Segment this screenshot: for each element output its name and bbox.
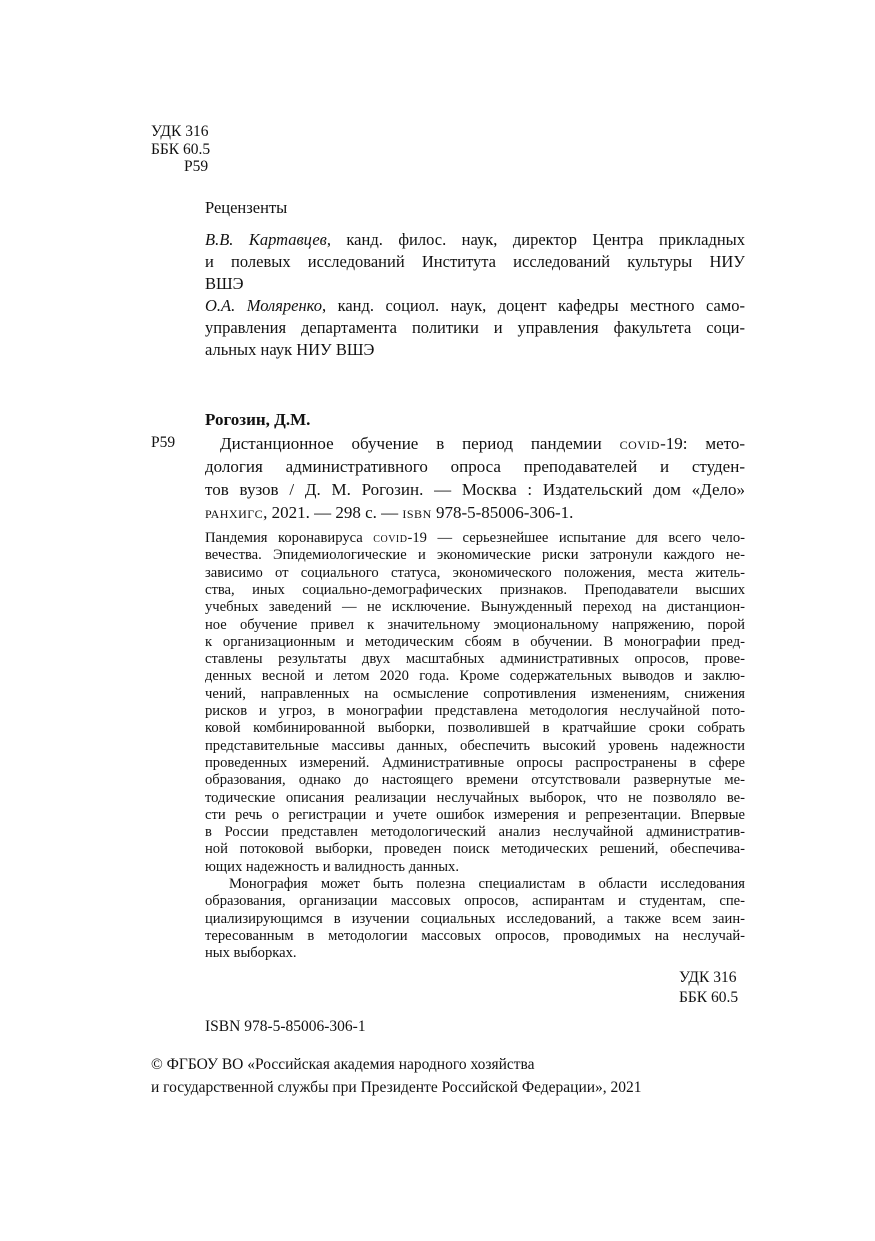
bbk-code-bottom: ББК 60.5	[679, 989, 739, 1006]
bbk-code-top: ББК 60.5	[151, 141, 211, 158]
reviewers-heading: Рецензенты	[205, 198, 288, 217]
udk-code-bottom: УДК 316	[679, 969, 737, 986]
copyright: © ФГБОУ ВО «Российская академия народного хозяйства и государственной службы при Президенте Российской Федерации», 2021	[151, 1056, 642, 1096]
udk-code-top: УДК 316	[151, 123, 209, 140]
reviewer-2-name: О.А. Моляренко	[205, 296, 323, 315]
author-cipher: Р59	[151, 434, 176, 451]
author-cipher-top: Р59	[184, 158, 209, 175]
reviewer-1-name: В.В. Картавцев	[205, 230, 327, 249]
isbn: ISBN 978-5-85006-306-1	[205, 1018, 366, 1035]
author-heading: Рогозин, Д.М.	[205, 410, 311, 429]
